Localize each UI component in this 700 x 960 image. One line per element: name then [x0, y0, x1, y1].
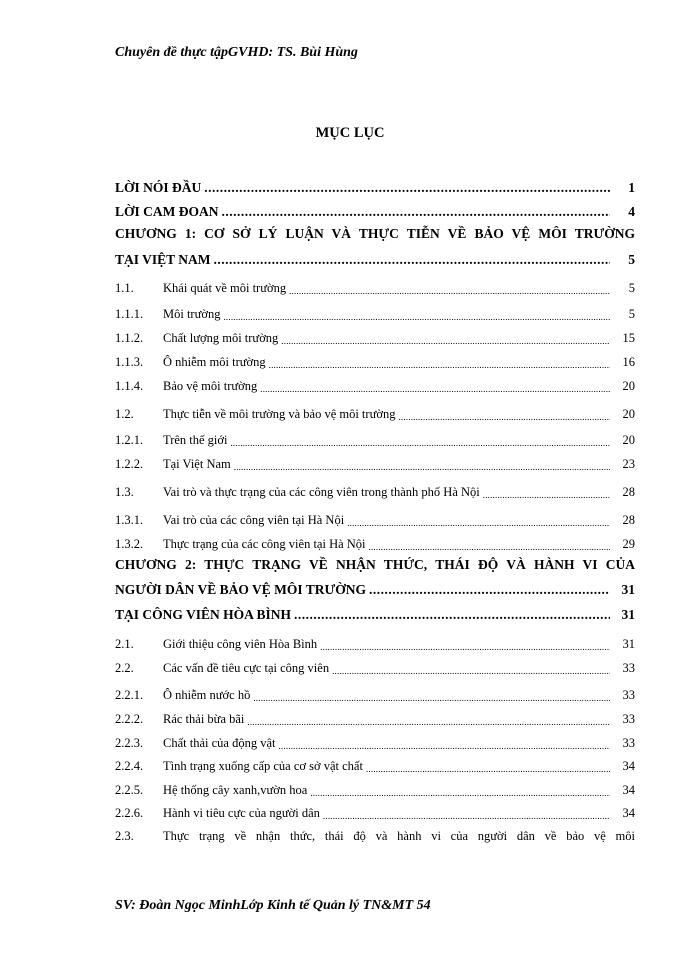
- toc-entry-page: 33: [622, 688, 635, 702]
- toc-entry-page: 23: [622, 457, 635, 471]
- toc-entry-title: LỜI NÓI ĐẦU: [115, 180, 202, 195]
- toc-entry-number: 2.2.: [115, 661, 134, 675]
- toc-entry: [115, 326, 635, 346]
- toc-leader: [260, 384, 610, 394]
- toc-leader: [204, 180, 610, 196]
- toc-entry-title: TẠI VIỆT NAM: [115, 252, 211, 267]
- toc-entry-title: Bảo vệ môi trường: [163, 379, 258, 393]
- toc-entry-title: Tại Việt Nam: [163, 457, 231, 471]
- toc-entry-number: 1.2.: [115, 407, 134, 421]
- toc-entry-number: 2.2.4.: [115, 759, 144, 773]
- toc-entry-page: 4: [628, 204, 635, 219]
- toc-entry: [115, 402, 635, 422]
- toc-leader: [483, 490, 610, 500]
- toc-entry-number: 2.2.6.: [115, 806, 144, 820]
- toc-entry-page: 5: [628, 252, 635, 267]
- toc-entry-number: 1.3.1.: [115, 513, 144, 527]
- toc-entry-title: Các vấn đề tiêu cực tại công viên: [163, 661, 330, 675]
- toc-entry-title: Vai trò của các công viên tại Hà Nội: [163, 513, 345, 527]
- toc-entry: [115, 276, 635, 296]
- toc-leader: [289, 286, 610, 296]
- toc-entry-title: Vai trò và thực trạng của các công viên trong thành phố Hà Nội: [163, 485, 480, 499]
- toc-entry-number: 1.1.1.: [115, 307, 144, 321]
- toc-entry: [115, 603, 635, 623]
- toc-entry: [115, 731, 635, 751]
- toc-entry: [115, 452, 635, 472]
- toc-entry-title: Thực trạng của các công viên tại Hà Nội: [163, 537, 366, 551]
- toc-entry-number: 1.2.2.: [115, 457, 144, 471]
- toc-entry-page: 15: [622, 331, 635, 345]
- toc-entry-page: 28: [622, 513, 635, 527]
- toc-leader: [222, 204, 611, 220]
- toc-leader: [278, 741, 610, 751]
- toc-entry-title: Thực tiễn về môi trường và bảo vệ môi trường: [163, 407, 396, 421]
- toc-leader: [294, 607, 610, 623]
- toc-entry-page: 31: [621, 607, 635, 622]
- toc-entry: [115, 176, 635, 196]
- toc-entry-title: Rác thải bừa bãi: [163, 712, 245, 726]
- toc-entry-title: Hệ thống cây xanh,vườn hoa: [163, 783, 308, 797]
- toc-entry-page: 31: [621, 582, 635, 597]
- toc-entry-title: Môi trường: [163, 307, 221, 321]
- toc-entry-title: Ô nhiễm môi trường: [163, 355, 266, 369]
- toc-entry-title: Hành vi tiêu cực của người dân: [163, 806, 320, 820]
- toc-leader: [332, 666, 610, 676]
- toc-entry-page: 29: [622, 537, 635, 551]
- toc-entry-title: Chất thải của động vật: [163, 736, 276, 750]
- toc-entry-page: 33: [622, 736, 635, 750]
- toc-leader: [369, 582, 610, 598]
- toc-entry-title: Khái quát về môi trường: [163, 281, 287, 295]
- toc-entry-page: 28: [622, 485, 635, 499]
- toc-entry-page: 34: [622, 759, 635, 773]
- toc-entry: [115, 508, 635, 528]
- toc-entry: [115, 248, 635, 268]
- toc-entry-title: Giới thiệu công viên Hòa Bình: [163, 637, 318, 651]
- toc-entry-page: 33: [622, 712, 635, 726]
- toc-entry: [115, 302, 635, 322]
- toc-leader: [310, 788, 610, 798]
- toc-entry-title: TẠI CÔNG VIÊN HÒA BÌNH: [115, 607, 292, 622]
- toc-leader: [320, 642, 610, 652]
- toc-entry-number: 2.1.: [115, 637, 134, 651]
- toc-entry-number: 1.1.2.: [115, 331, 144, 345]
- toc-leader: [223, 312, 610, 322]
- toc-entry-number: 2.3.: [115, 829, 134, 843]
- toc-entry-number: 1.1.3.: [115, 355, 144, 369]
- toc-entry: [115, 778, 635, 798]
- toc-entry: [115, 829, 635, 849]
- toc-entry: [115, 656, 635, 676]
- toc-entry-number: 2.2.1.: [115, 688, 144, 702]
- toc-entry: [115, 350, 635, 370]
- toc-leader: [253, 693, 610, 703]
- toc-entry-page: 16: [622, 355, 635, 369]
- toc-entry: [115, 754, 635, 774]
- toc-entry-title: NGƯỜI DÂN VỀ BẢO VỆ MÔI TRƯỜNG: [115, 582, 367, 597]
- toc-entry: [115, 532, 635, 552]
- toc-entry: [115, 578, 635, 598]
- toc-entry-title: Chất lượng môi trường: [163, 331, 279, 345]
- toc-entry-page: 20: [622, 379, 635, 393]
- toc-entry: [115, 374, 635, 394]
- toc-entry-title: Ô nhiễm nước hồ: [163, 688, 251, 702]
- toc-leader: [214, 252, 610, 268]
- toc-leader: [369, 542, 610, 552]
- toc-leader: [269, 360, 610, 370]
- toc-entry: [115, 801, 635, 821]
- toc-entry-number: 2.2.5.: [115, 783, 144, 797]
- toc-chapter-heading: CHƯƠNG 2: THỰC TRẠNG VỀ NHẬN THỨC, THÁI ĐỘ VÀ HÀNH VI CỦA: [115, 557, 635, 572]
- toc-entry-title: Thực trạng về nhận thức, thái độ và hành vi của người dân về bảo vệ môi: [163, 829, 635, 843]
- toc-entry-page: 20: [622, 433, 635, 447]
- toc-leader: [230, 438, 610, 448]
- toc-entry-title: LỜI CAM ĐOAN: [115, 204, 219, 219]
- toc-entry: [115, 480, 635, 500]
- toc-entry-page: 34: [622, 806, 635, 820]
- toc-leader: [366, 764, 610, 774]
- toc-entry-number: 1.1.: [115, 281, 134, 295]
- toc-entry: [115, 683, 635, 703]
- toc-entry-page: 5: [628, 281, 635, 295]
- toc-chapter-heading: CHƯƠNG 1: CƠ SỞ LÝ LUẬN VÀ THỰC TIỄN VỀ BẢO VỆ MÔI TRƯỜNG: [115, 226, 635, 241]
- toc-entry-page: 33: [622, 661, 635, 675]
- toc-entry-number: 1.2.1.: [115, 433, 144, 447]
- toc-entry-page: 34: [622, 783, 635, 797]
- page-header: Chuyên đề thực tậpGVHD: TS. Bùi Hùng: [115, 45, 358, 60]
- toc-leader: [347, 518, 610, 528]
- toc-entry-number: 2.2.2.: [115, 712, 144, 726]
- toc-entry-title: Trên thế giới: [163, 433, 228, 447]
- toc-entry-number: 1.3.2.: [115, 537, 144, 551]
- toc-leader: [398, 412, 610, 422]
- toc-title: MỤC LỤC: [315, 125, 385, 141]
- toc-entry-page: 20: [622, 407, 635, 421]
- toc-entry: [115, 632, 635, 652]
- toc-entry-page: 31: [622, 637, 635, 651]
- toc-entry-page: 1: [628, 180, 635, 195]
- toc-entry: [115, 428, 635, 448]
- toc-entry-number: 1.1.4.: [115, 379, 144, 393]
- toc-entry: [115, 707, 635, 727]
- page-footer: SV: Đoàn Ngọc MinhLớp Kinh tế Quản lý TN&MT 54: [115, 898, 431, 913]
- toc-entry-title: Tình trạng xuống cấp của cơ sở vật chất: [163, 759, 363, 773]
- toc-leader: [234, 462, 610, 472]
- toc-entry-number: 2.2.3.: [115, 736, 144, 750]
- toc-leader: [323, 811, 610, 821]
- toc-leader: [281, 336, 610, 346]
- toc-leader: [247, 717, 610, 727]
- toc-entry-number: 1.3.: [115, 485, 134, 499]
- toc-entry: [115, 200, 635, 220]
- toc-entry-page: 5: [628, 307, 635, 321]
